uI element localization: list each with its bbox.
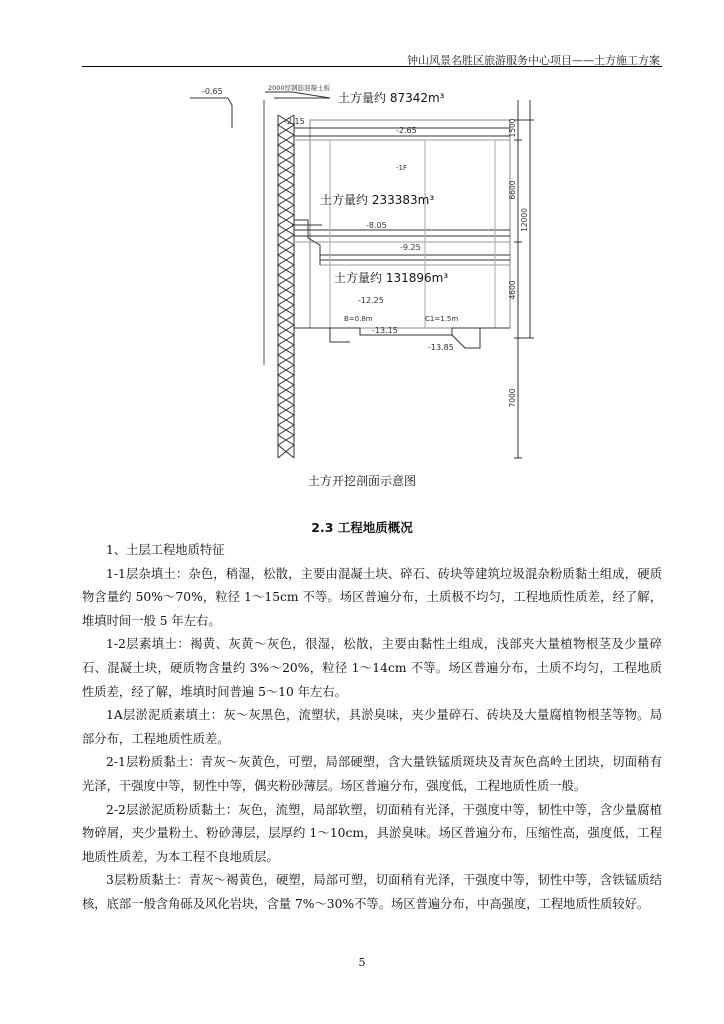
elev-label: -8.05	[366, 221, 387, 230]
slope-label: C1=1.5m	[425, 315, 459, 323]
dim-label: 1500	[508, 118, 517, 138]
volume-label: 土方量约 87342m³	[338, 91, 445, 105]
elev-label: -13.15	[372, 326, 398, 335]
page-number: 5	[358, 956, 366, 969]
volume-label: 土方量约 233383m³	[320, 193, 435, 207]
body-text	[82, 539, 662, 917]
berm-label: B=0.8m	[344, 315, 373, 323]
subsection-title: 1、土层工程地质特征	[106, 543, 225, 557]
elev-label: -9.25	[400, 243, 421, 252]
figure-caption: 土方开挖剖面示意图	[307, 474, 416, 488]
elev-label: -2.65	[396, 126, 417, 135]
paragraph: 1-1层杂填土：杂色，稍湿，松散，主要由混凝土块、碎石、砖块等建筑垃圾混杂粉质黏土组成，硬质物含量约 50%～70%，粒径 1～15cm 不等。场区普遍分布，土质极不均匀，工程地质性质差，经了解，堆填时间一般 5 年左右。	[82, 566, 662, 628]
building-outline	[310, 120, 510, 328]
elev-label: -2.15	[284, 117, 305, 126]
lattice-column	[278, 115, 294, 458]
dim-label: 4600	[508, 280, 517, 300]
dim-label: 7000	[508, 388, 517, 408]
paragraph: 1-2层素填土：褐黄、灰黄～灰色，很湿，松散，主要由黏性土组成，浅部夹大量植物根茎及少量碎石、混凝土块，硬质物含量约 3%～20%，粒径 1～14cm 不等。场区普遍分布，土质不均匀，工程地质性质差，经了解，堆填时间普遍 5～10 年左右。	[82, 637, 662, 699]
dim-label: 12000	[520, 208, 529, 232]
paragraph: 2-2层淤泥质粉质黏土：灰色，流塑，局部软塑，切面稍有光泽，干强度中等，韧性中等，含少量腐植物碎屑，夹少量粉土、粉砂薄层，层厚约 1～10cm，具淤臭味。场区普遍分布，压缩性高，强度低，工程地质性质差，为本工程不良地质层。	[82, 802, 662, 864]
paragraph: 2-1层粉质黏土：青灰～灰黄色，可塑，局部硬塑，含大量铁锰质斑块及青灰色高岭土团块，切面稍有光泽，干强度中等，韧性中等，偶夹粉砂薄层。场区普遍分布，强度低，工程地质性质一般。	[82, 755, 662, 793]
elev-label: -12.25	[358, 296, 384, 305]
elev-label: -0.65	[202, 87, 223, 96]
volume-label: 土方量约 131896m³	[334, 271, 449, 285]
excavation-section-diagram	[180, 80, 540, 470]
section-title: 2.3 工程地质概况	[311, 520, 413, 535]
paragraph: 1A层淤泥质素填土：灰～灰黑色，流塑状，具淤臭味，夹少量碎石、砖块及大量腐植物根茎等物。局部分布，工程地质性质差。	[82, 708, 662, 746]
floor-label: -1F	[396, 164, 408, 172]
paragraph: 3层粉质黏土：青灰～褐黄色，硬塑，局部可塑，切面稍有光泽，干强度中等，韧性中等，含铁锰质结核，底部一般含角砾及风化岩块，含量 7%～30%不等。场区普遍分布，中高强度，工程地质性质较好。	[82, 873, 662, 911]
elev-label: -13.85	[428, 343, 454, 352]
slab-note: 2000厚钢筋混凝土板	[268, 84, 331, 92]
header-rule	[82, 66, 662, 67]
page-header: 钟山风景名胜区旅游服务中心项目——土方施工方案	[407, 54, 660, 67]
dim-label: 6600	[508, 180, 517, 200]
